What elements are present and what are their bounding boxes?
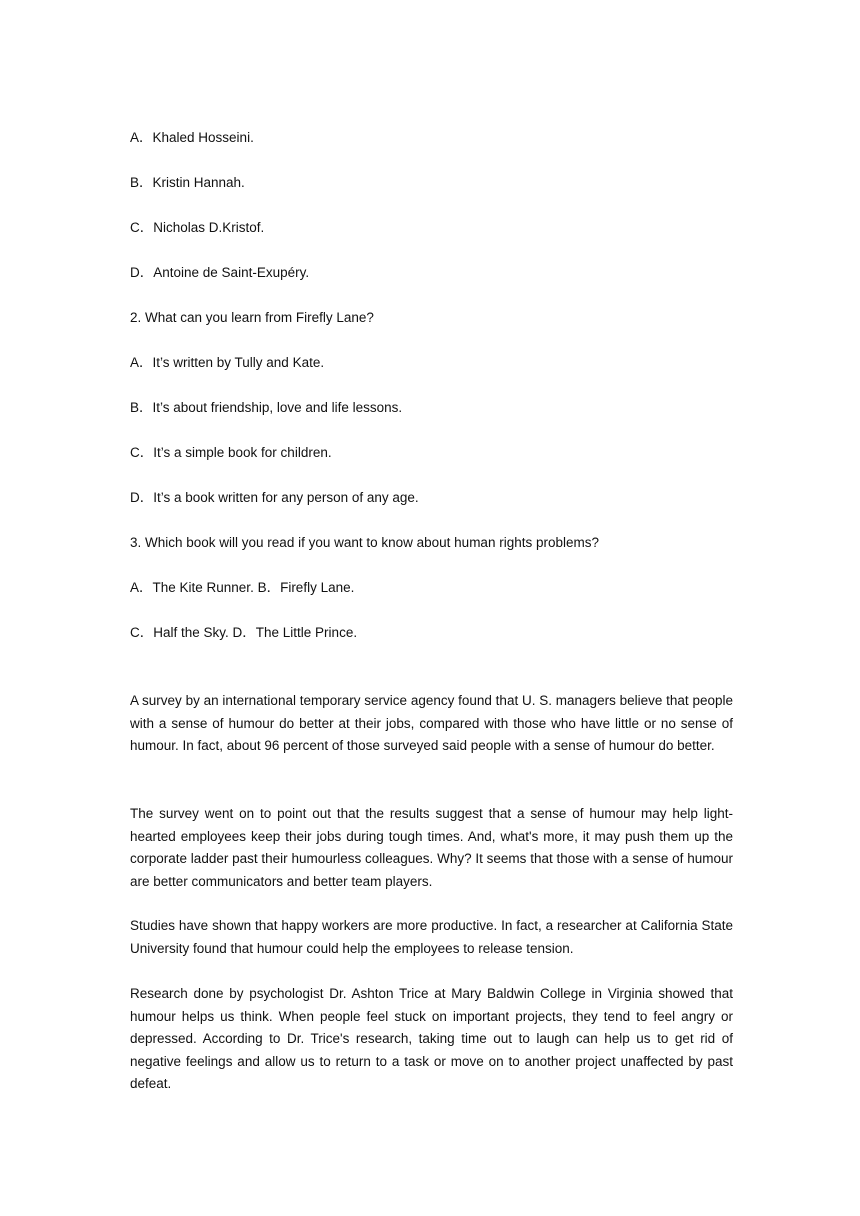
- q2-option-a: A．It’s written by Tully and Kate.: [130, 355, 325, 370]
- q3-options-ab: A．The Kite Runner. B．Firefly Lane.: [130, 580, 355, 595]
- q2-option-d: D．It’s a book written for any person of any age.: [130, 490, 419, 505]
- q3-options-cd: C．Half the Sky. D．The Little Prince.: [130, 625, 358, 640]
- passage-paragraph-3: Studies have shown that happy workers are more productive. In fact, a researcher at California State University found that humour could help the employees to release tension.: [130, 918, 733, 956]
- q1-option-d: D．Antoine de Saint-Exupéry.: [130, 265, 310, 280]
- passage-paragraph-1: A survey by an international temporary service agency found that U. S. managers believe that people with a sense of humour do better at their jobs, compared with those who have little or no sense of humour. In fact, about 96 percent of those surveyed said people with a sense of humour do better.: [130, 693, 733, 753]
- q1-option-b: B．Kristin Hannah.: [130, 175, 245, 190]
- passage-paragraph-4: Research done by psychologist Dr. Ashton Trice at Mary Baldwin College in Virginia showed that humour helps us think. When people feel stuck on important projects, they tend to feel angry or depressed. According to Dr. Trice's research, taking time out to laugh can help us to get rid of negative feelings and allow us to return to a task or move on to another project unaffected by past defeat.: [130, 986, 733, 1091]
- q1-option-a: A．Khaled Hosseini.: [130, 130, 254, 145]
- q2-option-c: C．It’s a simple book for children.: [130, 445, 332, 460]
- q3-stem: 3. Which book will you read if you want to know about human rights problems?: [130, 535, 599, 550]
- q1-option-c: C．Nicholas D.Kristof.: [130, 220, 265, 235]
- q2-option-b: B．It’s about friendship, love and life lessons.: [130, 400, 403, 415]
- passage-paragraph-2: The survey went on to point out that the results suggest that a sense of humour may help light-hearted employees keep their jobs during tough times. And, what's more, it may push them up the corporate ladder past their humourless colleagues. Why? It seems that those with a sense of humour are better communicators and better team players.: [130, 806, 733, 889]
- q2-stem: 2. What can you learn from Firefly Lane?: [130, 310, 374, 325]
